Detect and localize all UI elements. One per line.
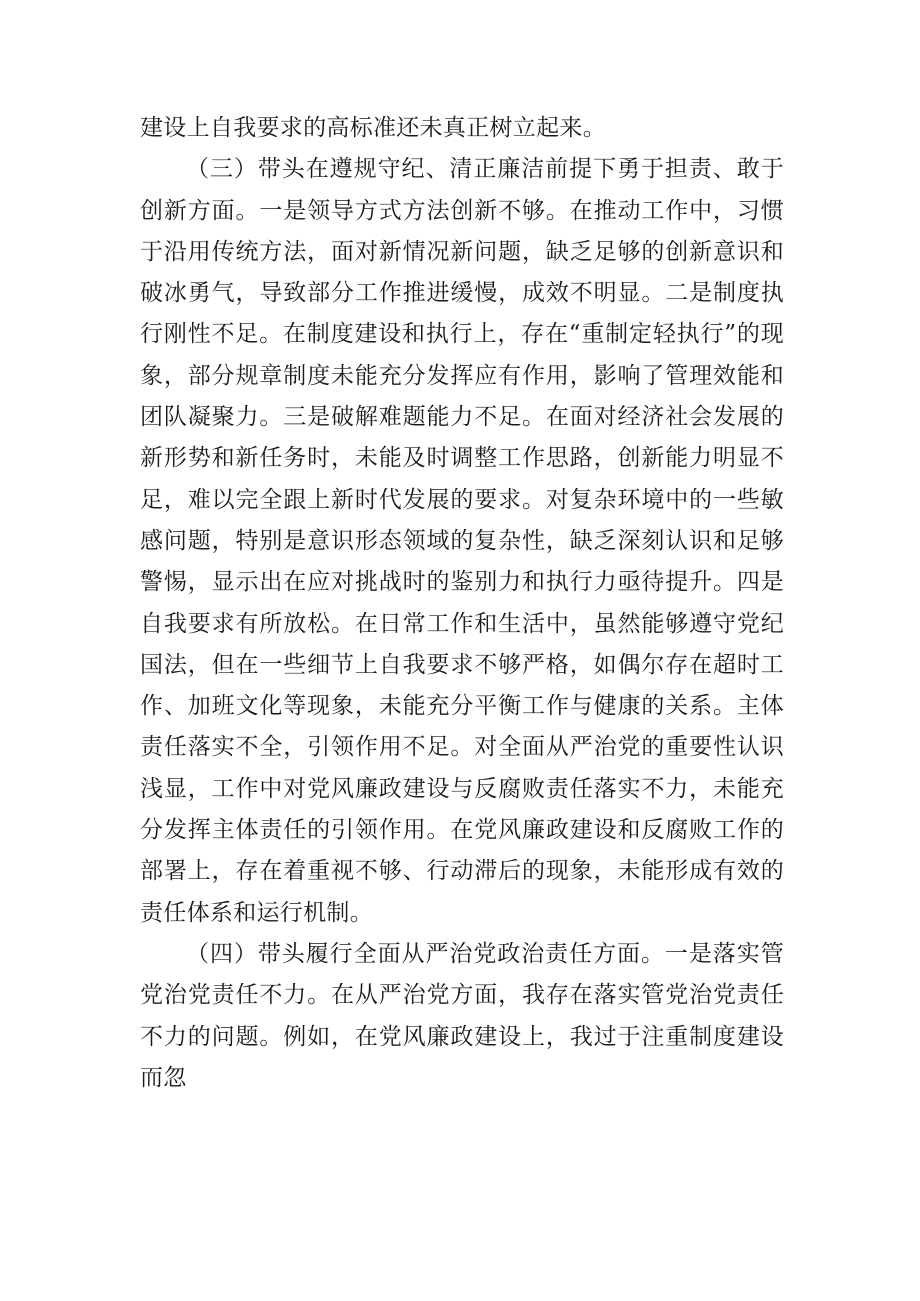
paragraph-section-three: （三）带头在遵规守纪、清正廉洁前提下勇于担责、敢于创新方面。一是领导方式方法创新不够。在推动工作中，习惯于沿用传统方法，面对新情况新问题，缺乏足够的创新意识和破冰勇气，导致部分工作推进缓慢，成效不明显。二是制度执行刚性不足。在制度建设和执行上，存在“重制定轻执行”的现象，部分规章制度未能充分发挥应有作用，影响了管理效能和团队凝聚力。三是破解难题能力不足。在面对经济社会发展的新形势和新任务时，未能及时调整工作思路，创新能力明显不足，难以完全跟上新时代发展的要求。对复杂环境中的一些敏感问题，特别是意识形态领域的复杂性，缺乏深刻认识和足够警惕，显示出在应对挑战时的鉴别力和执行力亟待提升。四是自我要求有所放松。在日常工作和生活中，虽然能够遵守党纪国法，但在一些细节上自我要求不够严格，如偶尔存在超时工作、加班文化等现象，未能充分平衡工作与健康的关系。主体责任落实不全，引领作用不足。对全面从严治党的重要性认识浅显，工作中对党风廉政建设与反腐败责任落实不力，未能充分发挥主体责任的引领作用。在党风廉政建设和反腐败工作的部署上，存在着重视不够、行动滞后的现象，未能形成有效的责任体系和运行机制。 <box>140 156 784 926</box>
paragraph-continuation: 建设上自我要求的高标准还未真正树立起来。 <box>140 115 606 141</box>
paragraph-section-four: （四）带头履行全面从严治党政治责任方面。一是落实管党治党责任不力。在从严治党方面，我存在落实管党治党责任不力的问题。例如，在党风廉政建设上，我过于注重制度建设而忽 <box>140 940 784 1091</box>
document-body <box>140 108 784 1099</box>
